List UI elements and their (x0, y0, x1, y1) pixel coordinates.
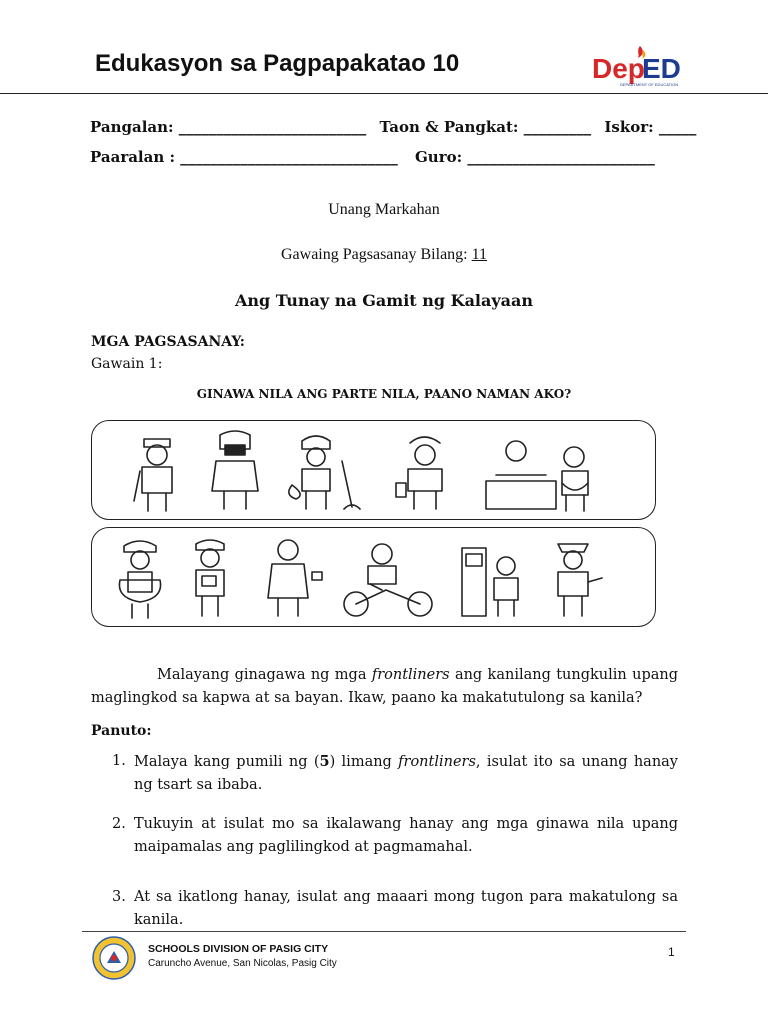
activity-number-line (0, 246, 768, 264)
fields-row-2 (90, 148, 655, 166)
school-field: Paaralan : _____________________________ (90, 148, 398, 166)
instruction-text-part: , isulat ito sa unang hanay ng tsart sa ibaba. (134, 754, 678, 793)
sanitation-worker-figure (289, 436, 360, 509)
instruction-item-2 (112, 813, 678, 859)
intro-text-start: Malayang ginagawa ng mga (157, 667, 372, 683)
logo-subtext: DEPARTMENT OF EDUCATION (620, 82, 679, 87)
year-section-field: Taon & Pangkat: _________ (379, 118, 592, 136)
guard-figure (134, 439, 172, 511)
deped-logo (590, 42, 682, 88)
task-title: GINAWA NILA ANG PARTE NILA, PAANO NAMAN AKO? (196, 387, 572, 401)
instruction-item-3 (112, 886, 678, 932)
instruction-number: 1. (112, 753, 126, 769)
footer-divider (82, 931, 686, 932)
task-label: Gawain 1: (91, 356, 163, 372)
fields-row-1 (90, 118, 696, 136)
intro-text-end: ang kanilang tungkulin upang maglingkod sa kapwa at sa bayan. Ikaw, paano ka makatutulong sa kanila? (91, 667, 678, 706)
quarter-label: Unang Markahan (328, 201, 440, 218)
section-label: MGA PAGSASANAY: (91, 334, 245, 350)
logo-text-dep: Dep (592, 53, 645, 84)
score-field: Iskor: _____ (604, 118, 697, 136)
frontliners-illustration-row-2 (91, 527, 656, 627)
instruction-number: 3. (112, 889, 126, 905)
instruction-text-italic: frontliners (398, 754, 476, 770)
delivery-rider-figure (344, 544, 432, 616)
health-worker-figure (212, 431, 258, 509)
instruction-text: Tukuyin at isulat mo sa ikalawang hanay ang mga ginawa nila upang maipamalas ang paglilingkod at pagmamahal. (134, 816, 678, 855)
instructions-label: Panuto: (91, 723, 152, 739)
activity-number: 11 (471, 246, 488, 263)
instruction-text: At sa ikatlong hanay, isulat ang maaari mong tugon para makatulong sa kanila. (134, 889, 678, 928)
page-header (0, 0, 768, 94)
footer-address: Caruncho Avenue, San Nicolas, Pasig City (148, 958, 337, 969)
instruction-text-bold: 5 (319, 753, 330, 770)
vendor-figures (486, 441, 588, 511)
footer-organization: SCHOOLS DIVISION OF PASIG CITY (148, 943, 329, 955)
logo-text-ed: ED (642, 53, 681, 84)
frontliners-illustration-row-1 (91, 420, 656, 520)
activity-label: Gawaing Pagsasanay Bilang: (280, 246, 472, 263)
instruction-text-part: Malaya kang pumili ng ( (134, 754, 320, 770)
nurse-figure (196, 540, 224, 616)
division-seal-icon (92, 936, 136, 980)
instruction-number: 2. (112, 816, 126, 832)
gas-attendant-figure (462, 548, 518, 616)
delivery-worker-figure (396, 437, 442, 509)
instruction-text-part: ) limang (329, 754, 399, 770)
name-field: Pangalan: _________________________ (90, 118, 367, 136)
police-figure (558, 544, 602, 616)
lesson-title: Ang Tunay na Gamit ng Kalayaan (234, 291, 534, 310)
doctor-figure (268, 540, 322, 616)
teacher-field: Guro: _________________________ (414, 148, 655, 166)
intro-paragraph (91, 664, 678, 710)
instruction-item-1 (112, 750, 678, 797)
subject-title: Edukasyon sa Pagpapakatao 10 (95, 50, 460, 77)
header-divider (0, 93, 768, 94)
intro-text-italic: frontliners (371, 667, 450, 683)
farmer-figure (119, 541, 160, 618)
page-number: 1 (668, 945, 675, 959)
instruction-text (134, 750, 678, 797)
